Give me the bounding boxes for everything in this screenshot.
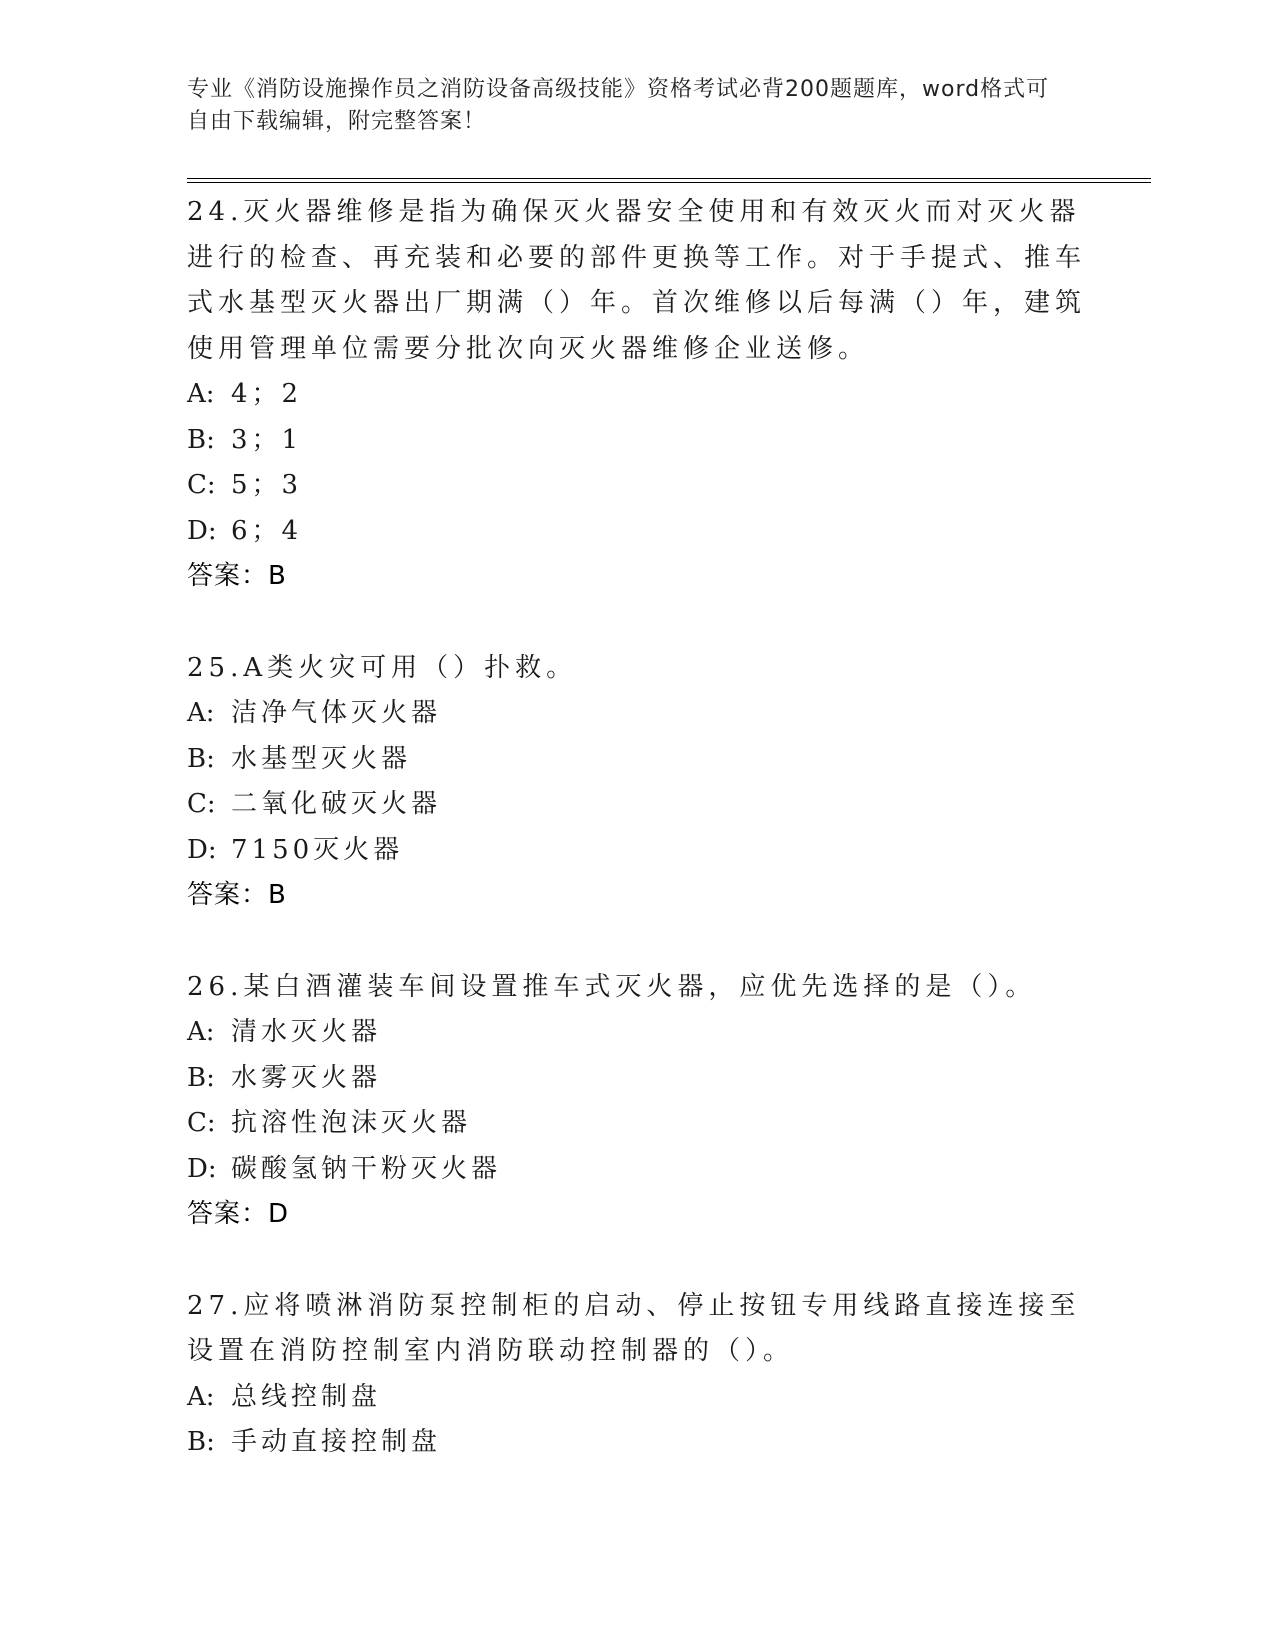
option-text: 二氧化破灭火器 [231,789,442,819]
question-stem: 25.A类火灾可用（）扑救。 [187,652,578,683]
option-d [187,828,1087,874]
option-text: 7150灭火器 [231,834,404,865]
option-c [187,1101,1087,1147]
option-b [187,1056,1087,1102]
option-key: A: [187,1381,215,1412]
question-stem: 26.某白酒灌装车间设置推车式灭火器，应优先选择的是（）。 [187,971,1037,1002]
option-text: 手动直接控制盘 [231,1427,442,1457]
option-d [187,1147,1087,1193]
answer-line: 答案：B [187,561,287,591]
option-b [187,418,1087,464]
question-27 [187,1284,1087,1466]
option-c [187,463,1087,509]
option-text: 水基型灭火器 [231,743,412,774]
option-text: 洁净气体灭火器 [231,698,442,728]
option-b [187,1420,1087,1466]
option-key: C: [187,470,216,500]
option-a [187,1010,1087,1056]
option-text: 3；1 [231,424,303,455]
option-text: 总线控制盘 [231,1381,382,1412]
answer-line: 答案：B [187,880,287,910]
option-text: 碳酸氢钠干粉灭火器 [231,1153,502,1184]
option-key: D: [187,1153,217,1184]
option-key: C: [187,1108,216,1138]
answer-line: 答案：D [187,1199,290,1229]
question-24 [187,190,1087,600]
option-text: 水雾灭火器 [231,1062,382,1093]
option-key: A: [187,379,215,409]
option-text: 4；2 [231,379,303,409]
option-d [187,509,1087,555]
question-26 [187,965,1087,1238]
option-text: 5；3 [231,470,303,500]
option-key: D: [187,515,217,546]
option-text: 抗溶性泡沫灭火器 [231,1108,472,1138]
option-key: B: [187,1062,215,1093]
option-key: B: [187,424,215,455]
option-a [187,691,1087,737]
option-a [187,372,1087,418]
option-text: 清水灭火器 [231,1017,382,1047]
option-key: D: [187,834,217,865]
question-stem: 27.应将喷淋消防泵控制柜的启动、停止按钮专用线路直接连接至设置在消防控制室内消防联动控制器的（）。 [187,1290,1081,1366]
option-key: A: [187,1017,215,1047]
header-divider-top [187,178,1151,179]
option-key: C: [187,789,216,819]
option-c [187,782,1087,828]
question-25 [187,646,1087,919]
option-a [187,1375,1087,1421]
option-key: B: [187,743,215,774]
option-key: A: [187,698,215,728]
option-b [187,737,1087,783]
question-list [187,190,1087,1512]
option-text: 6；4 [231,515,303,546]
option-key: B: [187,1427,215,1457]
question-stem: 24.灭火器维修是指为确保灭火器安全使用和有效灭火而对灭火器进行的检查、再充装和必要的部件更换等工作。对于手提式、推车式水基型灭火器出厂期满（）年。首次维修以后每满（）年，建筑使用管理单位需要分批次向灭火器维修企业送修。 [187,197,1087,364]
document-header: 专业《消防设施操作员之消防设备高级技能》资格考试必背200题题库，word格式可自由下载编辑，附完整答案！ [187,77,1050,134]
header-divider-bottom [187,182,1151,183]
